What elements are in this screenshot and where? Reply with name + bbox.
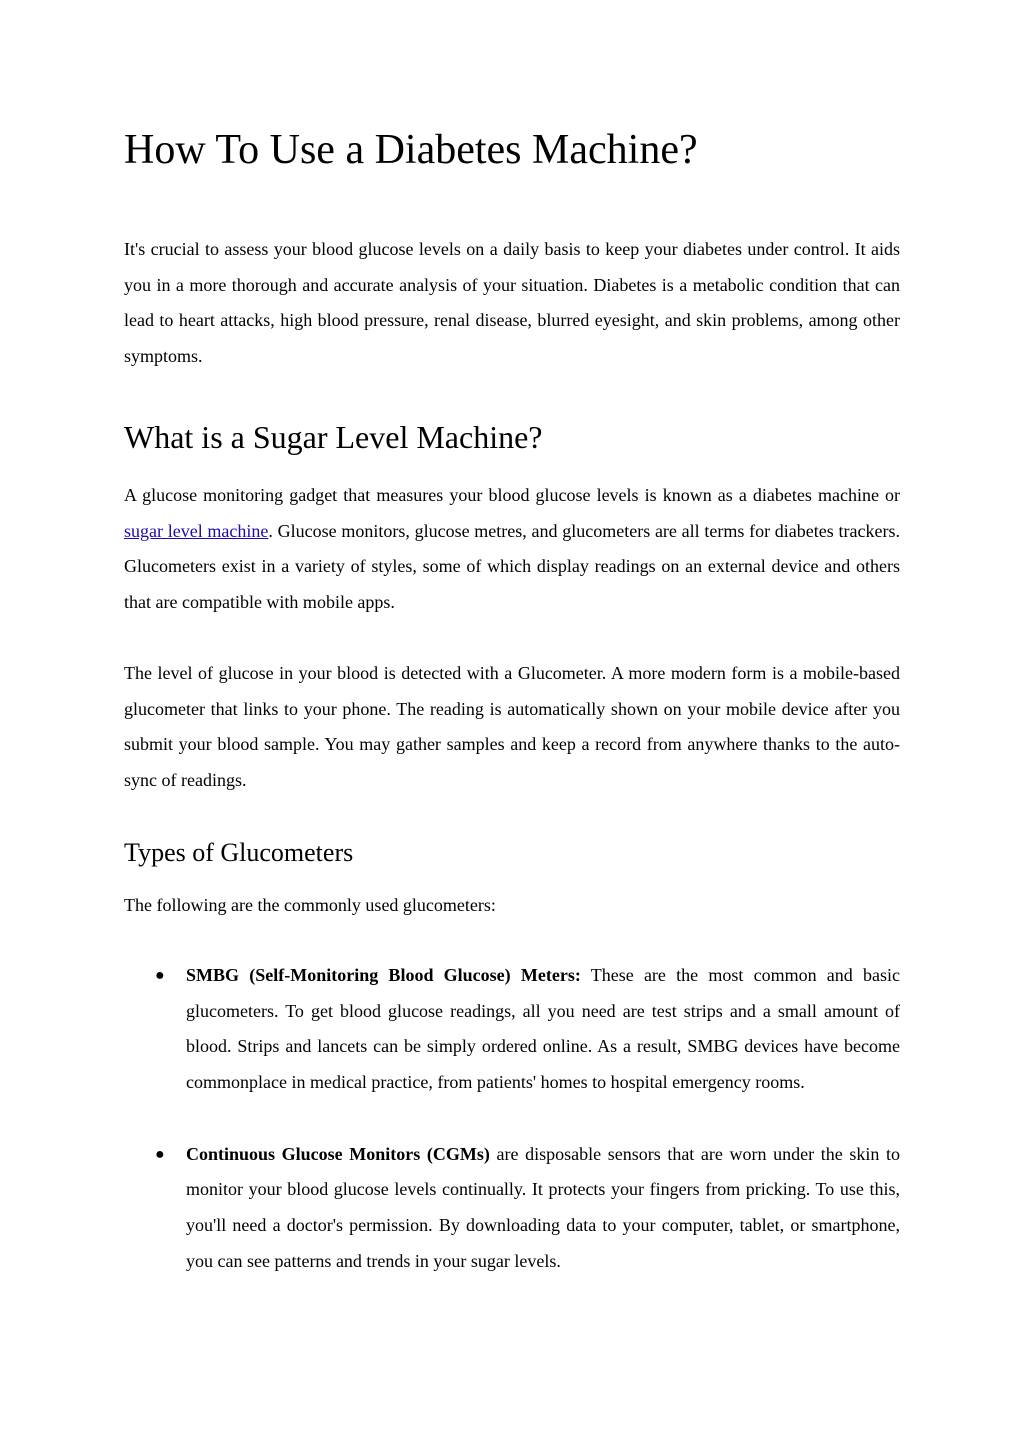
- section-heading-sugar-level-machine: What is a Sugar Level Machine?: [124, 419, 543, 455]
- glucometer-types-list: [124, 958, 900, 1279]
- types-intro-paragraph: The following are the commonly used glucometers:: [124, 895, 496, 915]
- paragraph-text: . Glucose monitors, glucose metres, and glucometers are all terms for diabetes trackers. Glucometers exist in a variety of styles, some of which display readings on an external device and others that are compatible with mobile apps.: [124, 520, 900, 613]
- page-title: How To Use a Diabetes Machine?: [124, 127, 698, 173]
- list-item: [124, 1137, 900, 1280]
- list-item-text: are disposable sensors that are worn under the skin to monitor your blood glucose levels continually. It protects your fingers from pricking. To use this, you'll need a doctor's permission. By downloading data to your computer, tablet, or smartphone, you can see patterns and trends in your sugar levels.: [186, 1143, 900, 1271]
- list-item-bold-label: Continuous Glucose Monitors (CGMs): [186, 1143, 490, 1164]
- list-item-text: These are the most common and basic glucometers. To get blood glucose readings, all you need are test strips and a small amount of blood. Strips and lancets can be simply ordered online. As a result, SMBG devices have become commonplace in medical practice, from patients' homes to hospital emergency rooms.: [186, 965, 900, 1093]
- sugar-machine-paragraph: [124, 478, 900, 621]
- paragraph-text: A glucose monitoring gadget that measures your blood glucose levels is known as a diabetes machine or: [124, 485, 900, 505]
- glucometer-paragraph: The level of glucose in your blood is detected with a Glucometer. A more modern form is a mobile-based glucometer that links to your phone. The reading is automatically shown on your mobile device after you submit your blood sample. You may gather samples and keep a record from anywhere thanks to the auto-sync of readings.: [124, 663, 900, 791]
- list-item: [124, 958, 900, 1101]
- bullet-icon: ●: [155, 1145, 165, 1163]
- sugar-level-machine-link[interactable]: sugar level machine: [124, 520, 269, 541]
- intro-paragraph: It's crucial to assess your blood glucose levels on a daily basis to keep your diabetes under control. It aids you in a more thorough and accurate analysis of your situation. Diabetes is a metabolic condition that can lead to heart attacks, high blood pressure, renal disease, blurred eyesight, and skin problems, among other symptoms.: [124, 239, 900, 367]
- bullet-icon: ●: [155, 967, 165, 984]
- list-item-bold-label: SMBG (Self-Monitoring Blood Glucose) Meters:: [186, 965, 581, 985]
- section-heading-types-of-glucometers: Types of Glucometers: [124, 838, 354, 867]
